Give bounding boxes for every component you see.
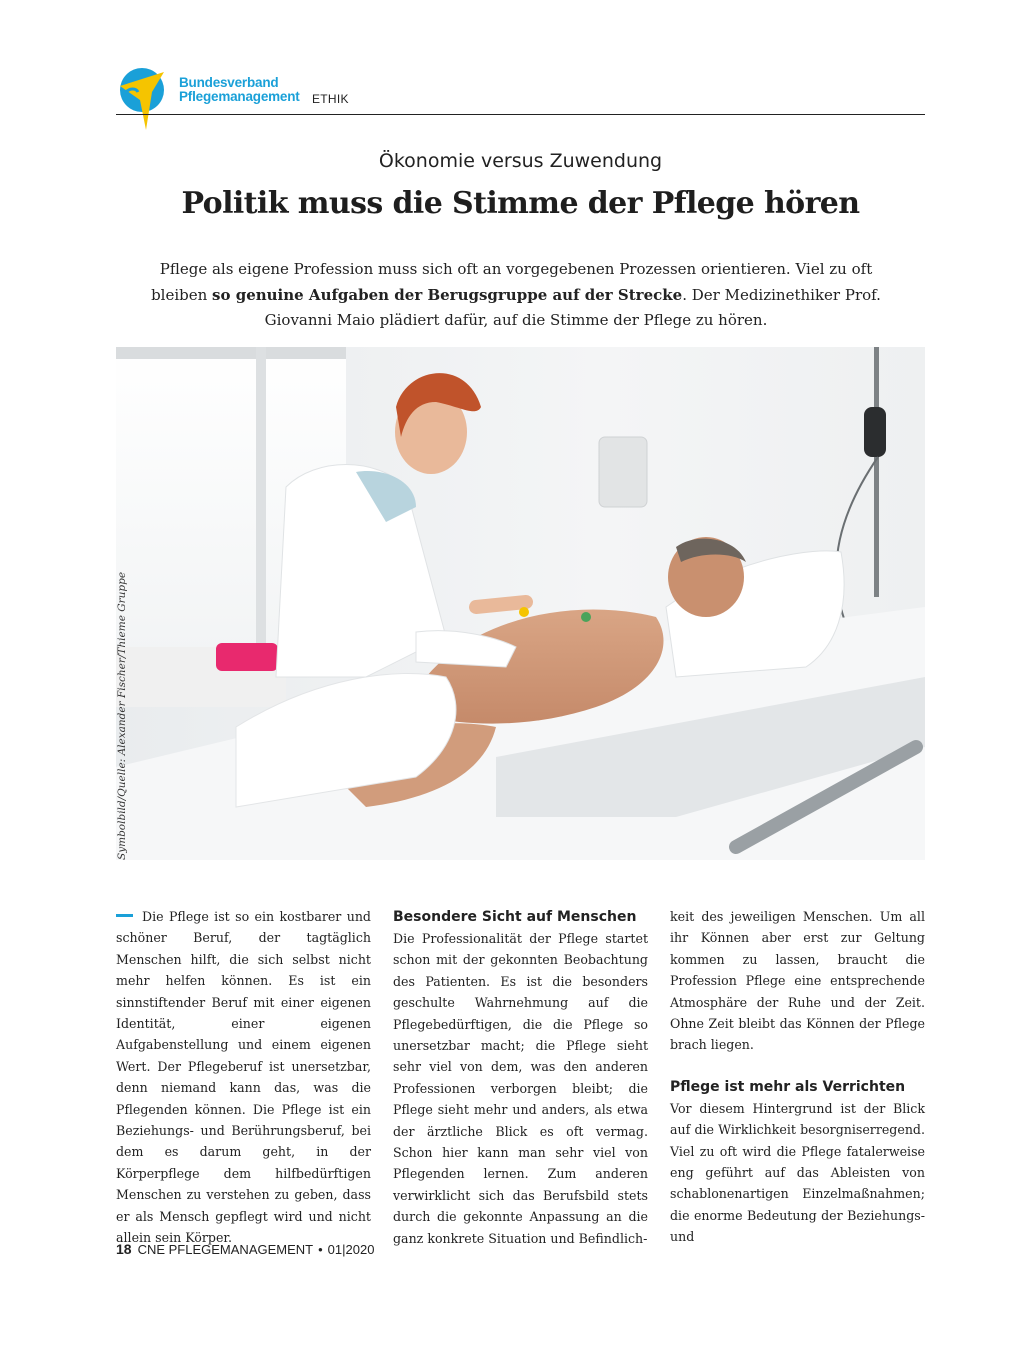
header-divider	[116, 114, 925, 115]
brand-name	[179, 76, 300, 104]
subheading-besondere-sicht: Besondere Sicht auf Menschen	[393, 909, 637, 925]
bundesverband-logo-icon	[116, 66, 172, 132]
page-number: 18	[116, 1241, 132, 1257]
footer-bullet: •	[318, 1242, 323, 1257]
intro-dash-icon	[116, 914, 133, 917]
brand-line-2: Pflegemanagement	[179, 89, 300, 104]
article-lead	[150, 257, 882, 334]
publication-name: CNE PFLEGEMANAGEMENT	[137, 1242, 314, 1257]
article-kicker: Ökonomie versus Zuwendung	[378, 150, 663, 172]
lead-text-1: Pflege als eigene Profession muss sich oft an vorgegebenen Prozessen orientieren. Viel zu oft bleiben	[151, 260, 873, 304]
column-2	[393, 906, 648, 1249]
article-photo	[116, 347, 925, 860]
photo-credit-text: Symbolbild/Quelle: Alexander Fischer/Thieme Gruppe	[116, 571, 128, 860]
column-3	[670, 906, 925, 1248]
column-1-paragraph	[116, 906, 371, 1249]
page-footer	[116, 1241, 374, 1257]
column-1	[116, 906, 371, 1249]
lead-text-2: . Der Medizinethiker Prof. Giovanni Maio plädiert dafür, auf die Stimme der Pflege zu hören.	[264, 285, 881, 329]
section-label: ETHIK	[312, 92, 349, 106]
issue-number: 01|2020	[327, 1242, 375, 1257]
column-2-text: Die Professionalität der Pflege startet schon mit der gekonnten Beobachtung des Patienten. Es ist die besonders geschulte Wahrnehmung auf die Pflegebedürftigen, die die Pflege so unersetzbar macht; die Pflege sieht sehr viel von dem, was den anderen Professionen verborgen bleibt; die Pflege sieht mehr und anders, als etwa der ärztliche Blick es oft vermag. Schon hier kann man sehr viel von Pflegenden lernen. Zum anderen verwirklicht sich das Berufsbild stets durch die gekonnte Anpassung an die ganz konkrete Situation und Befindlich-	[393, 931, 648, 1246]
article-title: Politik muss die Stimme der Pflege hören	[181, 186, 860, 221]
column-3-text-1: keit des jeweiligen Menschen. Um all ihr Können aber erst zur Geltung kommen zu lassen, braucht die Profession Pflege eine entsprechende Atmosphäre der Ruhe und der Zeit. Ohne Zeit bleibt das Können der Pflege brach liegen.	[670, 909, 925, 1053]
page-header	[116, 66, 925, 114]
brand-line-1: Bundesverband	[179, 75, 279, 90]
column-1-text: Die Pflege ist so ein kostbarer und schöner Beruf, der tagtäglich Menschen hilft, die sich selbst nicht mehr helfen können. Es ist ein sinnstiftender Beruf mit einer eigenen Identität, einer eigenen Aufgabenstellung und einem eigenen Wert. Der Pflegeberuf ist unersetzbar, denn niemand kann das, was die Pflegenden können. Die Pflege ist ein Beziehungs- und Berührungsberuf, bei dem es darum geht, in der Körperpflege dem hilfbedürftigen Menschen zu verstehen zu geben, dass er als Mensch gepflegt wird und nicht allein sein Körper.	[116, 909, 371, 1246]
column-3-text-2: Vor diesem Hintergrund ist der Blick auf die Wirklichkeit besorgniserregend. Viel zu oft wird die Pflege fatalerweise eng geführt auf das Ableisten von schablonenartigen Einzelmaßnahmen; die enorme Bedeutung der Beziehungs- und	[670, 1100, 925, 1245]
lead-bold-text: so genuine Aufgaben der Berugsgruppe auf der Strecke	[212, 285, 683, 304]
nurse-patient-illustration	[116, 347, 925, 860]
subheading-mehr-als-verrichten: Pflege ist mehr als Verrichten	[670, 1078, 906, 1095]
